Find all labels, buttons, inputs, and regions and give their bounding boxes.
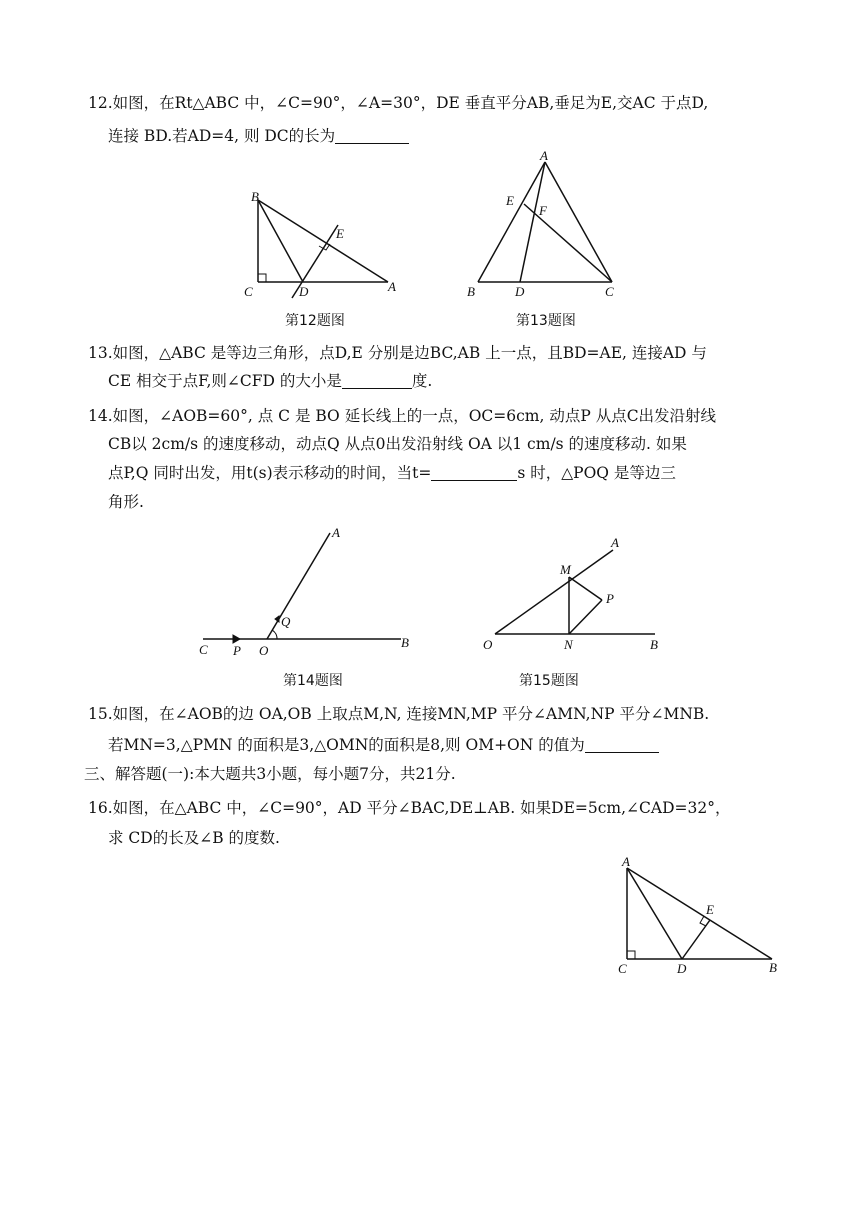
- q15-line1: 15.如图，在∠AOB的边 OA,OB 上取点M,N, 连接MN,MP 平分∠AMN,NP 平分∠MNB.: [88, 705, 710, 723]
- label-B: B: [650, 637, 658, 652]
- q16-line1: 16.如图，在△ABC 中，∠C=90°，AD 平分∠BAC,DE⊥AB. 如果DE=5cm,∠CAD=32°，: [88, 799, 731, 817]
- right-angle-mark-C: [258, 274, 266, 282]
- segment-AD: [627, 868, 682, 959]
- label-C: C: [244, 284, 253, 299]
- q14-line4: 角形.: [108, 493, 144, 511]
- label-C: C: [605, 284, 614, 299]
- figure-13: [460, 148, 630, 300]
- section-heading: 三、解答题(一):本大题共3小题，每小题7分，共21分.: [84, 765, 456, 783]
- q13-answer-blank: [342, 372, 412, 389]
- q12-line1: 12.如图，在Rt△ABC 中，∠C=90°，∠A=30°，DE 垂直平分AB,垂足为E,交AC 于点D,: [88, 94, 709, 112]
- label-B: B: [401, 635, 409, 650]
- label-A: A: [540, 148, 548, 163]
- arrow-Q: [275, 616, 279, 622]
- label-M: M: [560, 562, 571, 577]
- label-P: P: [233, 643, 241, 658]
- q12-answer-blank: [335, 127, 409, 144]
- label-P: P: [606, 591, 614, 606]
- q14-line3-end: s 时，△POQ 是等边三: [517, 464, 676, 482]
- q13-line2: [108, 371, 432, 391]
- label-B: B: [769, 960, 777, 975]
- label-D: D: [677, 961, 687, 976]
- q14-line3-text: 点P,Q 同时出发，用t(s)表示移动的时间，当t=: [108, 464, 432, 482]
- label-B: B: [467, 284, 475, 299]
- q15-line2-text: 若MN=3,△PMN 的面积是3,△OMN的面积是8,则 OM+ON 的值为: [108, 736, 585, 754]
- figure-14-caption: 第14题图: [283, 673, 343, 689]
- arrow-P: [233, 635, 240, 643]
- q15-line2: [108, 735, 659, 755]
- label-A: A: [611, 535, 619, 550]
- segment-BA: [258, 200, 388, 282]
- label-A: A: [332, 525, 340, 540]
- q13-line2-text: CE 相交于点F,则∠CFD 的大小是: [108, 372, 342, 390]
- label-C: C: [199, 642, 208, 657]
- label-O: O: [259, 643, 269, 658]
- q14-answer-blank: [431, 464, 517, 481]
- segment-NP: [569, 600, 602, 634]
- figure-13-caption: 第13题图: [516, 313, 576, 329]
- figure-12: [240, 185, 410, 300]
- figure-15-caption: 第15题图: [519, 673, 579, 689]
- q13-line2-unit: 度.: [411, 372, 433, 390]
- q13-line1: 13.如图，△ABC 是等边三角形，点D,E 分别是边BC,AB 上一点，且BD=AE, 连接AD 与: [88, 344, 707, 362]
- figure-16: [612, 850, 787, 980]
- q15-answer-blank: [585, 736, 659, 753]
- q16-line2: 求 CD的长及∠B 的度数.: [108, 829, 280, 847]
- angle-arc-AOB: [272, 630, 277, 639]
- label-A: A: [388, 279, 396, 294]
- figure-15: [475, 530, 675, 660]
- label-D: D: [299, 284, 309, 299]
- label-D: D: [515, 284, 525, 299]
- label-B: B: [251, 189, 259, 204]
- segment-AB: [627, 868, 772, 959]
- segment-AD: [520, 162, 545, 282]
- label-A: A: [622, 854, 630, 869]
- figure-14: [195, 520, 420, 660]
- label-Q: Q: [281, 614, 291, 629]
- segment-AC: [545, 162, 612, 282]
- ray-OA: [267, 533, 330, 639]
- segment-CE: [524, 204, 612, 282]
- q14-line2: CB以 2cm/s 的速度移动，动点Q 从点0出发沿射线 OA 以1 cm/s 的速度移动. 如果: [108, 435, 687, 453]
- q12-line2: [108, 126, 409, 146]
- figure-12-caption: 第12题图: [285, 313, 345, 329]
- q12-line2-text: 连接 BD.若AD=4, 则 DC的长为: [108, 127, 336, 145]
- label-E: E: [506, 193, 514, 208]
- label-O: O: [483, 637, 493, 652]
- segment-AB: [478, 162, 545, 282]
- label-C: C: [618, 961, 627, 976]
- segment-BD: [258, 200, 303, 282]
- q14-line3: [108, 463, 676, 483]
- right-angle-mark-C: [627, 951, 635, 959]
- label-F: F: [539, 203, 547, 218]
- segment-MP: [569, 577, 602, 600]
- label-E: E: [336, 226, 344, 241]
- ray-OA: [495, 550, 613, 634]
- q14-line1: 14.如图，∠AOB=60°, 点 C 是 BO 延长线上的一点，OC=6cm, 动点P 从点C出发沿射线: [88, 407, 717, 425]
- label-E: E: [706, 902, 714, 917]
- label-N: N: [564, 637, 573, 652]
